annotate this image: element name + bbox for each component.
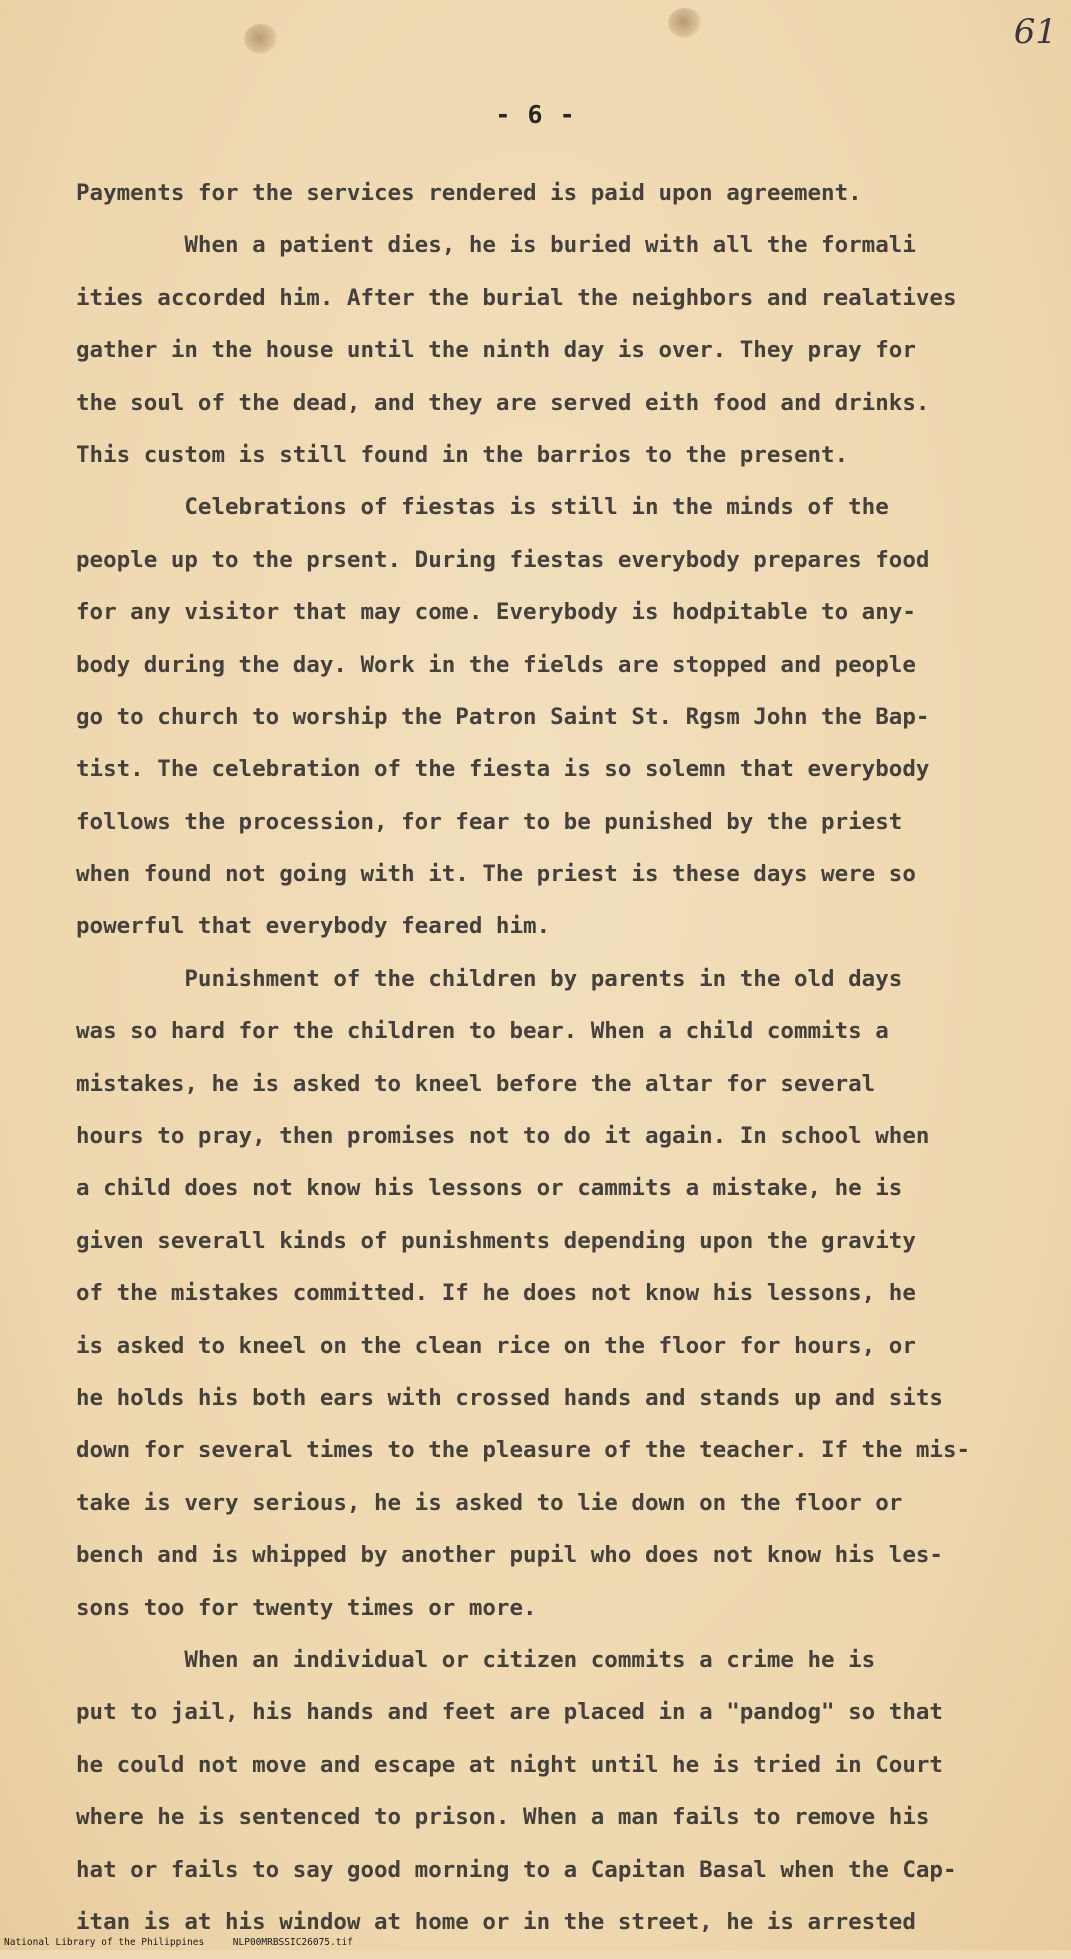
- scan-footer: [4, 1937, 353, 1948]
- text-line: he could not move and escape at night until he is tried in Court: [76, 1751, 943, 1778]
- text-line: This custom is still found in the barrios to the present.: [76, 441, 849, 468]
- text-line: Payments for the services rendered is paid upon agreement.: [76, 180, 862, 206]
- text-line: was so hard for the children to bear. When a child commits a: [76, 1018, 889, 1045]
- text-line: take is very serious, he is asked to lie down on the floor or: [76, 1489, 903, 1516]
- text-line: the soul of the dead, and they are served eith food and drinks.: [76, 389, 930, 416]
- text-line: people up to the prsent. During fiestas everybody prepares food: [76, 546, 930, 573]
- text-line: tist. The celebration of the fiesta is so solemn that everybody: [76, 756, 930, 783]
- text-line: powerful that everybody feared him.: [76, 913, 551, 940]
- text-line: Celebrations of fiestas is still in the minds of the: [76, 494, 889, 521]
- typed-body-text: [76, 178, 971, 1959]
- text-line: hat or fails to say good morning to a Capitan Basal when the Cap-: [76, 1856, 957, 1883]
- text-line: follows the procession, for fear to be punished by the priest: [76, 808, 903, 835]
- text-line: bench and is whipped by another pupil who does not know his les-: [76, 1542, 943, 1569]
- punch-hole-left: [244, 24, 278, 54]
- page-number: - 6 -: [495, 100, 576, 129]
- text-line: gather in the house until the ninth day is over. They pray for: [76, 337, 916, 364]
- text-line: mistakes, he is asked to kneel before the altar for several: [76, 1070, 876, 1097]
- text-line: ities accorded him. After the burial the neighbors and realatives: [76, 284, 957, 311]
- text-line: body during the day. Work in the fields are stopped and people: [76, 651, 916, 678]
- text-line: sons too for twenty times or more.: [76, 1594, 537, 1621]
- footer-filename: NLP00MRBSSIC26075.tif: [232, 1937, 353, 1948]
- text-line: hours to pray, then promises not to do it again. In school when: [76, 1123, 930, 1150]
- text-line: itan is at his window at home or in the street, he is arrested: [76, 1908, 916, 1935]
- text-line: is asked to kneel on the clean rice on the floor for hours, or: [76, 1332, 916, 1359]
- text-line: he holds his both ears with crossed hands and stands up and sits: [76, 1384, 943, 1411]
- text-line: put to jail, his hands and feet are placed in a "pandog" so that: [76, 1699, 943, 1726]
- text-line: Punishment of the children by parents in the old days: [76, 965, 903, 992]
- text-line: given severall kinds of punishments depending upon the gravity: [76, 1227, 916, 1254]
- text-line: a child does not know his lessons or cammits a mistake, he is: [76, 1175, 903, 1202]
- text-line: go to church to worship the Patron Saint St. Rgsm John the Bap-: [76, 703, 930, 730]
- punch-hole-right: [668, 8, 702, 38]
- text-line: when found not going with it. The priest is these days were so: [76, 861, 916, 888]
- text-line: When an individual or citizen commits a crime he is: [76, 1646, 876, 1673]
- text-line: for any visitor that may come. Everybody is hodpitable to any-: [76, 599, 916, 626]
- text-line: of the mistakes committed. If he does not know his lessons, he: [76, 1280, 916, 1307]
- footer-source: National Library of the Philippines: [4, 1937, 205, 1948]
- text-line: When a patient dies, he is buried with all the formali: [76, 232, 916, 259]
- text-line: down for several times to the pleasure of the teacher. If the mis-: [76, 1437, 971, 1464]
- handwritten-page-mark: 61: [1013, 12, 1057, 52]
- text-line: where he is sentenced to prison. When a man fails to remove his: [76, 1804, 930, 1831]
